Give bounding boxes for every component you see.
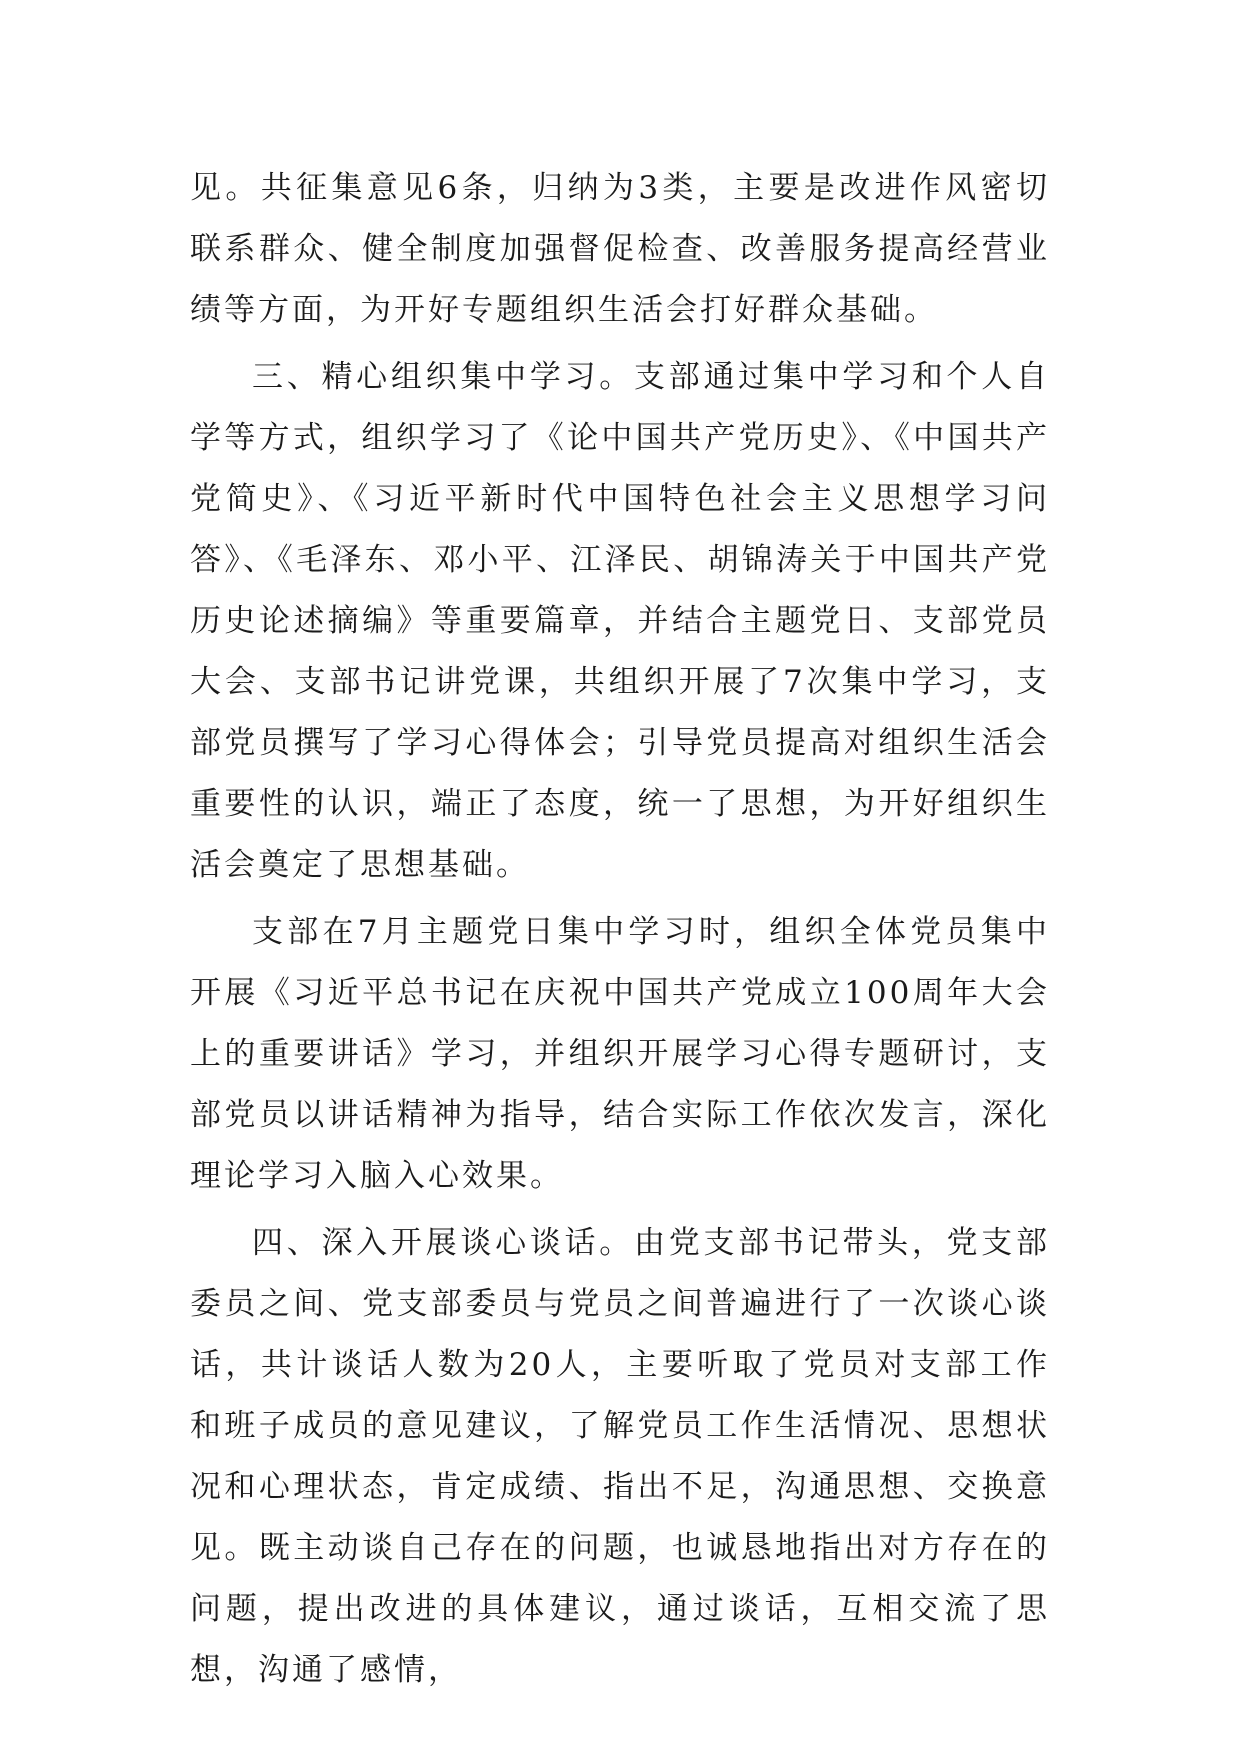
paragraph-section-four: 四、深入开展谈心谈话。由党支部书记带头，党支部委员之间、党支部委员与党员之间普遍进行了一次谈心谈话，共计谈话人数为20人，主要听取了党员对支部工作和班子成员的意见建议，了解党员工作生活情况、思想状况和心理状态，肯定成绩、指出不足，沟通思想、交换意见。既主动谈自己存在的问题，也诚恳地指出对方存在的问题，提出改进的具体建议，通过谈话，互相交流了思想，沟通了感情，	[190, 1225, 1050, 1688]
paragraph-july-study: 支部在7月主题党日集中学习时，组织全体党员集中开展《习近平总书记在庆祝中国共产党成立100周年大会上的重要讲话》学习，并组织开展学习心得专题研讨，支部党员以讲话精神为指导，结合实际工作依次发言，深化理论学习入脑入心效果。	[190, 914, 1050, 1194]
paragraph-continuation: 见。共征集意见6条，归纳为3类，主要是改进作风密切联系群众、健全制度加强督促检查、改善服务提高经营业绩等方面，为开好专题组织生活会打好群众基础。	[190, 170, 1050, 328]
document-body	[190, 158, 1050, 1707]
paragraph-section-three: 三、精心组织集中学习。支部通过集中学习和个人自学等方式，组织学习了《论中国共产党历史》、《中国共产党简史》、《习近平新时代中国特色社会主义思想学习问答》、《毛泽东、邓小平、江泽民、胡锦涛关于中国共产党历史论述摘编》等重要篇章，并结合主题党日、支部党员大会、支部书记讲党课，共组织开展了7次集中学习，支部党员撰写了学习心得体会；引导党员提高对组织生活会重要性的认识，端正了态度，统一了思想，为开好组织生活会奠定了思想基础。	[190, 359, 1050, 883]
